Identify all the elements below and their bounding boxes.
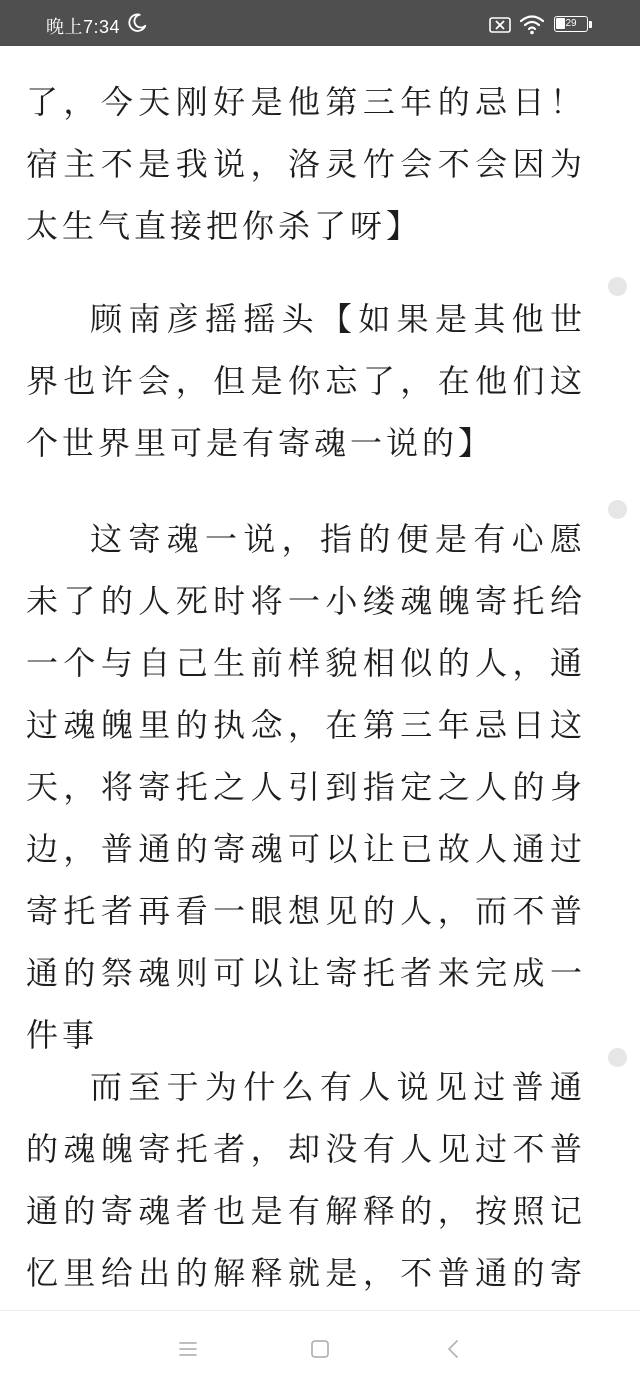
paragraph-comment-dot[interactable] [608,500,627,519]
navigation-bar [0,1310,640,1388]
status-time: 晚上7:34 [46,17,121,37]
paragraph: 而至于为什么有人说见过普通的魂魄寄托者，却没有人见过不普通的寄魂者也是有解释的，按照记忆里给出的解释就是，不普通的寄 [26,1068,586,1292]
paragraph-comment-dot[interactable] [608,1048,627,1067]
back-icon[interactable] [442,1337,466,1361]
status-bar [0,0,640,46]
moon-icon [126,12,148,34]
paragraph-comment-dot[interactable] [608,277,627,296]
wifi-icon [519,13,545,35]
menu-icon[interactable] [176,1337,200,1361]
paragraph: 顾南彦摇摇头【如果是其他世界也许会，但是你忘了，在他们这个世界里可是有寄魂一说的】 [26,300,586,462]
reader-content[interactable] [0,46,640,1310]
paragraph: 了，今天刚好是他第三年的忌日！宿主不是我说，洛灵竹会不会因为太生气直接把你杀了呀】 [26,83,586,245]
paragraph: 这寄魂一说，指的便是有心愿未了的人死时将一小缕魂魄寄托给一个与自己生前样貌相似的人，通过魂魄里的执念，在第三年忌日这天，将寄托之人引到指定之人的身边，普通的寄魂可以让已故人通过寄托者再看一眼想见的人，而不普通的祭魂则可以让寄托者来完成一件事 [26,520,586,1054]
sim-icon [489,17,511,33]
battery-icon [554,16,594,34]
battery-level: 29 [565,18,577,29]
home-icon[interactable] [308,1337,332,1361]
